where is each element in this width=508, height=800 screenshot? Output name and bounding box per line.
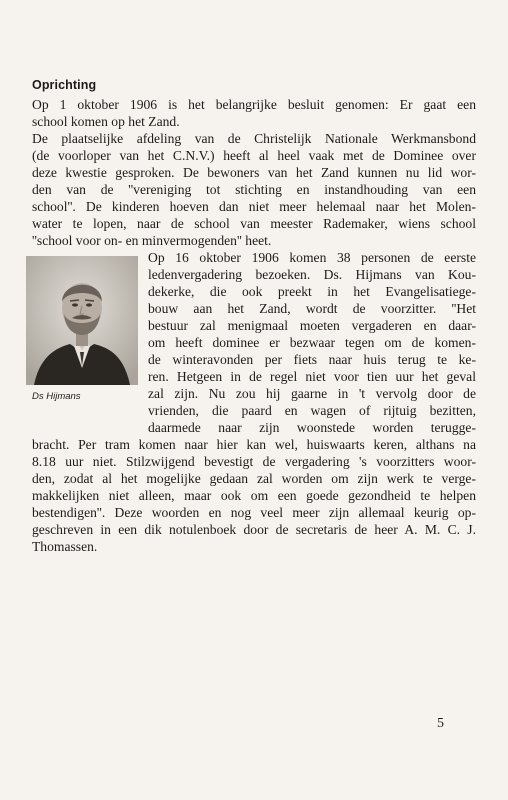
text-line: zal zijn. Nu zou hij gaarne in 't vervolg door de xyxy=(148,386,476,401)
paragraph-meeting xyxy=(32,249,476,555)
text-line: deze kwestie gesproken. De bewoners van het Zand kunnen nu lid wor- xyxy=(32,165,476,180)
text-line: den, zodat al het mogelijke gedaan zal worden om zijn werk te verge- xyxy=(32,471,476,486)
text-line: Op 16 oktober 1906 komen 38 personen de eerste xyxy=(148,250,476,265)
text-line: ''school voor on- en minvermogenden'' heet. xyxy=(32,233,272,248)
photo-caption: Ds Hijmans xyxy=(32,391,81,402)
text-line: makkelijken niet alleen, maar ook om een goede gezondheid te helpen xyxy=(32,488,476,503)
text-line: 8.18 uur niet. Stilzwijgend bevestigt de vergadering 's voorzitters woor- xyxy=(32,454,476,469)
paragraph-intro xyxy=(32,96,476,130)
text-line: bracht. Per tram komen naar hier kan wel, huiswaarts keren, althans na xyxy=(32,437,476,452)
text-line: De plaatselijke afdeling van de Christelijk Nationale Werkmansbond xyxy=(32,131,476,146)
paragraph-cnv xyxy=(32,130,476,249)
text-line: de winteravonden per fiets naar huis terug te ke- xyxy=(148,352,476,367)
text-line: vrienden, die paard en wagen of rijtuig bezitten, xyxy=(148,403,476,418)
text-line: Thomassen. xyxy=(32,539,98,554)
text-line: Op 1 oktober 1906 is het belangrijke besluit genomen: Er gaat een xyxy=(32,97,476,112)
text-line: om heeft dominee er bezwaar tegen om de komen- xyxy=(148,335,476,350)
text-line: daarmede naar zijn woonstede worden terugge- xyxy=(148,420,476,435)
section-heading: Oprichting xyxy=(32,78,97,92)
text-line: school komen op het Zand. xyxy=(32,114,180,129)
text-line: geschreven in een dik notulenboek door de secretaris de heer A. M. C. J. xyxy=(32,522,476,537)
text-line: ren. Hetgeen in de regel niet voor tien uur het geval xyxy=(148,369,476,384)
text-line: (de voorloper van het C.N.V.) heeft al heel vaak met de Dominee over xyxy=(32,148,476,163)
text-line: bestendigen''. Deze woorden en nog veel meer zijn allemaal keurig op- xyxy=(32,505,476,520)
text-line: water te lopen, naar de school van meester Rademaker, wiens school xyxy=(32,216,476,231)
page-number: 5 xyxy=(437,716,444,731)
text-line: bestuur zal menigmaal moeten vergaderen en daar- xyxy=(148,318,476,333)
text-line: ledenvergadering bezoeken. Ds. Hijmans van Kou- xyxy=(148,267,476,282)
text-line: dekerke, die ook preekt in het Evangelisatiege- xyxy=(148,284,476,299)
text-line: school''. De kinderen hoeven dan niet meer helemaal naar het Molen- xyxy=(32,199,476,214)
text-line: bouw aan het Zand, wordt de voorzitter. ''Het xyxy=(148,301,476,316)
text-line: den van de ''vereniging tot stichting en instandhouding van een xyxy=(32,182,476,197)
